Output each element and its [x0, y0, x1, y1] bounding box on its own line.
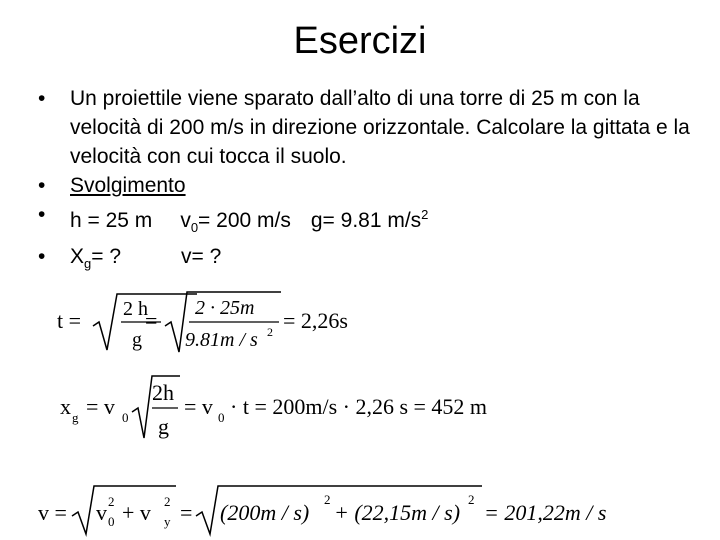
f3-t2-sub: y: [164, 514, 171, 529]
unknown-xg: $X_g=$ ?: [70, 245, 122, 272]
f2-den: g: [158, 414, 169, 439]
f3-t1-sup: 2: [108, 494, 115, 509]
f2-rest-pre: = v: [184, 394, 213, 419]
f3-expr2-sup: 2: [468, 492, 475, 507]
f3-plus: + v: [122, 500, 151, 525]
f3-expr1-sup: 2: [324, 492, 331, 507]
data-h: h = 25 m: [70, 209, 153, 232]
f1-result: = 2,26s: [283, 308, 348, 333]
f3-t1: v: [96, 500, 107, 525]
f3-lhs: v =: [38, 500, 67, 525]
bullet-problem: [38, 84, 698, 171]
f1-den2: 9.81m / s: [185, 329, 258, 351]
f1-lhs: t =: [57, 308, 82, 333]
data-v0: $v_0= 200$ m/s: [180, 209, 291, 236]
svolgimento-label: Svolgimento: [70, 174, 186, 197]
bullet-dot: •: [38, 174, 46, 197]
bullet-list: [38, 84, 698, 278]
f2-rest-sub: 0: [218, 410, 225, 425]
slide-title: Esercizi: [293, 20, 427, 62]
f2-lhs-sub: g: [72, 410, 79, 425]
formula-range: [58, 372, 518, 444]
f3-t1-sub: 0: [108, 514, 115, 529]
f2-eq1: = v: [86, 394, 115, 419]
f1-num1: 2 h: [123, 298, 148, 320]
f2-num: 2h: [152, 380, 174, 405]
f3-plus2: + (22,15m / s): [334, 500, 461, 525]
bullet-dot: •: [38, 203, 46, 226]
problem-text: Un proiettile viene sparato dall’alto di una torre di 25 m con la velocità di 200 m/s in direzione orizzontale. Calcolare la gittata e la velocità con cui tocca il suolo.: [70, 87, 690, 168]
f2-lhs: x: [60, 394, 71, 419]
formula-velocity: [36, 482, 676, 538]
f3-t2-sup: 2: [164, 494, 171, 509]
bullet-dot: •: [38, 245, 46, 269]
f3-result: = 201,22m / s: [484, 500, 607, 525]
formula-time: [55, 288, 375, 358]
f3-eq2: =: [180, 500, 193, 525]
bullet-dot: •: [38, 87, 46, 110]
unknown-v: v= ?: [181, 245, 222, 269]
data-g: g= 9.81 $m/s^2$: [310, 207, 429, 232]
bullet-unknowns: [38, 242, 698, 278]
f3-expr1: (200m / s): [220, 500, 310, 525]
bullet-svolgimento: [38, 171, 698, 200]
f1-den2-sup: 2: [267, 325, 273, 339]
f1-num2: 2 · 25m: [195, 297, 255, 319]
f2-rest: · t = 200m/s · 2,26 s = 452 m: [230, 394, 488, 419]
bullet-data: [38, 200, 698, 242]
f2-v-sub: 0: [122, 410, 129, 425]
f1-den1: g: [132, 329, 142, 351]
f1-eq2: =: [145, 308, 158, 333]
